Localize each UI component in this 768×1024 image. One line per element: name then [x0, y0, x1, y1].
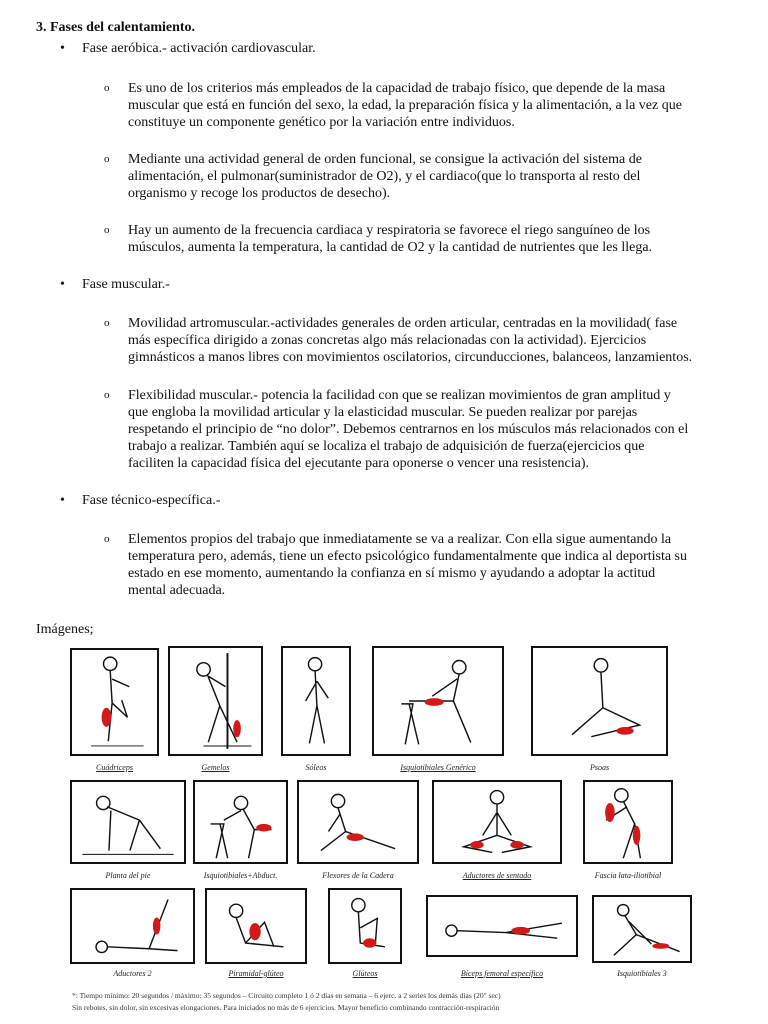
figure-isquiotibiales-3: [592, 895, 692, 963]
figure-aductores-sentado: [432, 780, 562, 864]
text-line: Es uno de los criterios más empleados de la capacidad de trabajo físico, que depende de la masa: [128, 81, 666, 96]
seated-knee-hug-illustration: [330, 890, 400, 962]
sub-glyph: o: [104, 153, 110, 165]
figure-biceps-femoral: [426, 895, 578, 957]
figure-planta-del-pie: [70, 780, 186, 864]
figure-psoas: [531, 646, 668, 756]
figure-caption: Planta del pie: [105, 871, 151, 880]
section-heading: 3. Fases del calentamiento.: [36, 20, 196, 35]
bullet-glyph: •: [60, 41, 65, 56]
figure-gluteos: [328, 888, 402, 964]
figure-fascia-lata: [583, 780, 673, 864]
figure-caption: Flexores de la Cadera: [322, 871, 394, 880]
figure-caption: Isquiotibiales 3: [617, 969, 667, 978]
wall-stretch-illustration: [170, 648, 261, 754]
text-line: respetando el principio de “no dolor”. Debemos centrarnos en los músculos más relacionados con el: [128, 422, 689, 437]
text-line: músculos, aumenta la temperatura, la cantidad de O2 y la cantidad de nutrientes que les llega.: [128, 240, 653, 255]
bullet-glyph: •: [60, 277, 65, 292]
text-line: Movilidad artromuscular.-actividades generales de orden articular, centradas en la movilidad( fase: [128, 316, 678, 331]
lying-leg-raise-illustration: [72, 890, 193, 962]
leg-on-stool-illustration: [374, 648, 502, 754]
text-line: muscular que está en función del sexo, la edad, la preparación física y la alimentación, a la vez que: [128, 98, 682, 113]
figure-cuadriceps: [70, 648, 159, 756]
text-line: organismo y recoge los productos de desecho).: [128, 186, 391, 201]
butterfly-stretch-illustration: [434, 782, 560, 862]
figure-soleos: [281, 646, 351, 756]
figure-isquiotibiales-generico: [372, 646, 504, 756]
text-line: que engloba la movilidad articular y la elasticidad muscular. Se pueden realizar por parejas: [128, 405, 638, 420]
crouching-figure-illustration: [72, 782, 184, 862]
stool-stretch-illustration: [195, 782, 286, 862]
figure-aductores-2: [70, 888, 195, 964]
text-line: faciliten la capacidad física del ejecutante para oponerse o vencer una resistencia).: [128, 456, 589, 471]
forward-lunge-illustration: [594, 897, 690, 961]
figure-caption: Psoas: [589, 763, 610, 772]
text-line: Elementos propios del trabajo que inmediatamente se va a realizar. Con ella sigue aumentando la: [128, 532, 672, 547]
sub-glyph: o: [104, 82, 110, 94]
bullet-title: Fase aeróbica.- activación cardiovascular.: [82, 41, 316, 56]
figure-caption: Isquiotibiales+Abduct.: [203, 871, 278, 880]
footnote-line: Sin rebotes, sin dolor, sin excesivas elongaciones. Para iniciados no más de 6 ejercicios. Mayor beneficio combinando contracción-respiración: [72, 1003, 500, 1012]
figure-caption: Cuádriceps: [96, 763, 133, 772]
figure-caption: Aductores de sentado: [462, 871, 532, 880]
sub-glyph: o: [104, 317, 110, 329]
bullet-title: Fase muscular.-: [82, 277, 170, 292]
sub-glyph: o: [104, 224, 110, 236]
text-line: Hay un aumento de la frecuencia cardiaca y respiratoria se favorece el riego sanguíneo de los: [128, 223, 651, 238]
text-line: Mediante una actividad general de orden funcional, se consigue la activación del sistema de: [128, 152, 642, 167]
figure-caption: Glúteos: [352, 969, 378, 978]
seated-twist-illustration: [207, 890, 305, 962]
figure-caption: Sóleos: [305, 763, 327, 772]
figure-caption: Fascia lata-iliotibial: [594, 871, 662, 880]
figure-caption: Aductores 2: [113, 969, 152, 978]
figure-caption: Piramidal-glúteo: [228, 969, 284, 978]
figure-caption: Gemelos: [201, 763, 230, 772]
figure-piramidal-gluteo: [205, 888, 307, 964]
text-line: temperatura pero, además, tiene un efecto psicológico fundamentalmente que indica al deportista su: [128, 549, 688, 564]
text-line: gimnásticos a manos libres con movimientos oscilatorios, circunducciones, balanceos, lanzamientos.: [128, 350, 693, 365]
sub-glyph: o: [104, 389, 110, 401]
images-label: Imágenes;: [36, 622, 94, 637]
standing-stretch-illustration: [72, 650, 157, 754]
text-line: alimentación, el pulmonar(suministrador de O2), y el cardiaco(que lo transporta al resto del: [128, 169, 641, 184]
text-line: trabajo a realizar. También aquí se localiza el trabajo de adquisición de fuerza(ejercicios que: [128, 439, 645, 454]
kneeling-lunge-illustration: [533, 648, 666, 754]
lying-stretch-illustration: [428, 897, 576, 955]
side-bend-illustration: [585, 782, 671, 862]
text-line: constituye un componente genético por la variación entre individuos.: [128, 115, 515, 130]
text-line: mental adecuada.: [128, 583, 226, 598]
standing-figure-illustration: [283, 648, 349, 754]
footnote-line: *: Tiempo mínimo: 20 segundos / máximo: 35 segundos – Circuito completo 1 ó 2 días en semana – 6 ejerc. a 2 series los demás días (20" sec): [72, 991, 501, 1000]
text-line: Flexibilidad muscular.- potencia la facilidad con que se realizan movimientos de gran amplitud y: [128, 388, 671, 403]
text-line: estado en ese momento, aumentando la confianza en sí mismo y ayudando a adoptar la actitud: [128, 566, 656, 581]
bullet-glyph: •: [60, 493, 65, 508]
figure-isquiotibiales-abduct: [193, 780, 288, 864]
figure-caption: Isquiotibiales Genérico: [400, 763, 476, 772]
figure-flexores-cadera: [297, 780, 419, 864]
figure-caption: Bíceps femoral específico: [460, 969, 544, 978]
bullet-title: Fase técnico-específica.-: [82, 493, 221, 508]
lunge-illustration: [299, 782, 417, 862]
figure-gemelos: [168, 646, 263, 756]
sub-glyph: o: [104, 533, 110, 545]
text-line: más específica dirigido a zonas concretas algo más relacionadas con la actividad). Ejercicios: [128, 333, 647, 348]
